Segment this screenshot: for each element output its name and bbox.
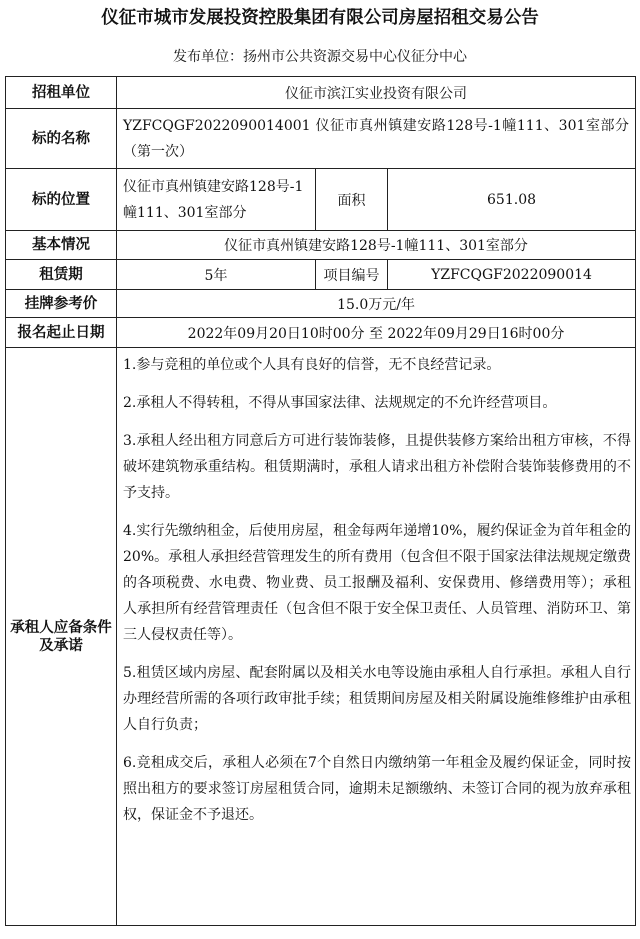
basic-info-value: 仪征市真州镇建安路128号-1幢111、301室部分 (117, 231, 636, 260)
lessor-label: 招租单位 (6, 77, 117, 109)
row-conditions (6, 348, 636, 926)
condition-item: 2.承租人不得转租，不得从事国家法律、法规规定的不允许经营项目。 (123, 395, 557, 411)
row-reference-price (6, 290, 636, 318)
condition-item: 1.参与竞租的单位或个人具有良好的信誉，无不良经营记录。 (123, 357, 501, 373)
location-label: 标的位置 (6, 169, 117, 231)
condition-item: 3.承租人经出租方同意后方可进行装饰装修，且提供装修方案给出租方审核，不得破坏建筑物承重结构。租赁期满时，承租人请求出租方补偿附合装饰装修费用的不予支持。 (123, 433, 632, 501)
lessor-value: 仪征市滨江实业投资有限公司 (117, 77, 636, 109)
registration-value: 2022年09月20日10时00分 至 2022年09月29日16时00分 (117, 318, 636, 348)
condition-item: 6.竞租成交后，承租人必须在7个自然日内缴纳第一年租金及履约保证金，同时按照出租方的要求签订房屋租赁合同，逾期未足额缴纳、未签订合同的视为放弃承租权，保证金不予退还。 (123, 755, 632, 823)
publisher-line: 发布单位：扬州市公共资源交易中心仪征分中心 (173, 49, 467, 65)
condition-item: 5.租赁区域内房屋、配套附属以及相关水电等设施由承租人自行承担。承租人自行办理经营所需的各项行政审批手续；租赁期间房屋及相关附属设施维修维护由承租人自行负责； (123, 665, 632, 733)
project-no-value: YZFCQGF2022090014 (388, 260, 636, 290)
project-no-label: 项目编号 (316, 260, 388, 290)
condition-item: 4.实行先缴纳租金，后使用房屋，租金每两年递增10%，履约保证金为首年租金的20%。承租人承担经营管理发生的所有费用（包含但不限于国家法律法规规定缴费的各项税费、水电费、物业费、员工报酬及福利、安保费用、修缮费用等）；承租人承担所有经营管理责任（包含但不限于安全保卫责任、人员管理、消防环卫、第三人侵权责任等）。 (123, 523, 632, 643)
conditions-list (117, 348, 636, 926)
row-lessor (6, 77, 636, 109)
registration-label: 报名起止日期 (6, 318, 117, 348)
row-item-name (6, 109, 636, 169)
area-label: 面积 (316, 169, 388, 231)
basic-info-label: 基本情况 (6, 231, 117, 260)
lease-term-label: 租赁期 (6, 260, 117, 290)
row-registration-period (6, 318, 636, 348)
row-location (6, 169, 636, 231)
item-name-label: 标的名称 (6, 109, 117, 169)
area-value: 651.08 (388, 169, 636, 231)
conditions-label: 承租人应备条件及承诺 (6, 348, 117, 926)
page-title: 仪征市城市发展投资控股集团有限公司房屋招租交易公告 (101, 8, 539, 28)
reference-price-label: 挂牌参考价 (6, 290, 117, 318)
row-lease-term (6, 260, 636, 290)
location-value: 仪征市真州镇建安路128号-1幢111、301室部分 (117, 169, 316, 231)
row-basic-info (6, 231, 636, 260)
listing-table (5, 76, 636, 926)
reference-price-value: 15.0万元/年 (117, 290, 636, 318)
item-name-value: YZFCQGF2022090014001 仪征市真州镇建安路128号-1幢111、301室部分（第一次） (117, 109, 636, 169)
lease-term-value: 5年 (117, 260, 316, 290)
